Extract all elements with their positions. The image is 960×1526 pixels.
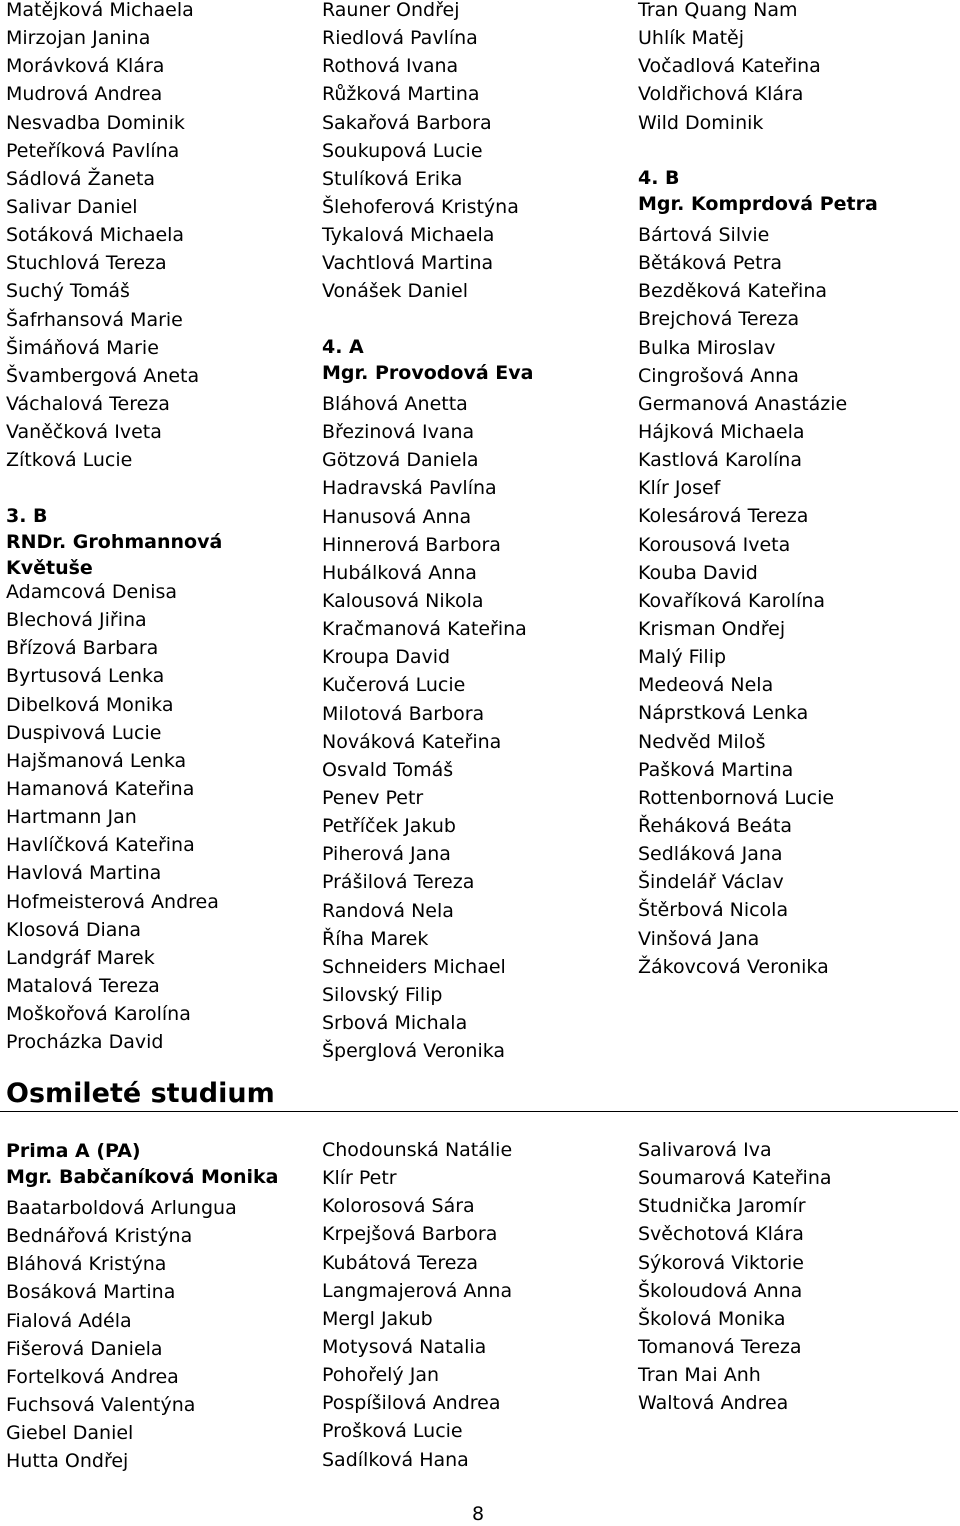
list-item: Cingrošová Anna	[638, 364, 799, 387]
list-item: Šimáňová Marie	[6, 336, 159, 359]
section-title: Osmileté studium	[6, 1078, 275, 1109]
list-item: Rauner Ondřej	[322, 0, 460, 21]
list-item: Švambergová Aneta	[6, 364, 200, 387]
list-item: Fišerová Daniela	[6, 1337, 163, 1360]
list-item: Milotová Barbora	[322, 702, 485, 725]
list-item: Sadílková Hana	[322, 1448, 469, 1471]
list-item: Rothová Ivana	[322, 55, 459, 78]
list-item: Sýkorová Viktorie	[638, 1251, 804, 1274]
list-item: Soumarová Kateřina	[638, 1167, 832, 1190]
section-col3-list	[638, 1136, 832, 1417]
list-item: Procházka David	[6, 1031, 164, 1054]
list-item: Zítková Lucie	[6, 449, 133, 472]
list-item: Schneiders Michael	[322, 955, 506, 978]
list-item: Pašková Martina	[638, 758, 794, 781]
list-item: Dibelková Monika	[6, 693, 174, 716]
list-item: Salivar Daniel	[6, 195, 138, 218]
class-teacher: Mgr. Provodová Eva	[322, 362, 534, 384]
list-item: Školová Monika	[638, 1307, 786, 1330]
list-item: Wild Dominik	[638, 111, 764, 134]
list-item: Váchalová Tereza	[6, 392, 170, 415]
list-item: Byrtusová Lenka	[6, 665, 165, 688]
list-item: Matějková Michaela	[6, 0, 194, 21]
list-item: Kolesárová Tereza	[638, 505, 809, 528]
list-item: Šlehoferová Kristýna	[322, 195, 519, 218]
class-teacher: RNDr. Grohmannová Květuše	[6, 531, 223, 579]
list-item: Hamanová Kateřina	[6, 777, 195, 800]
list-item: Náprstková Lenka	[638, 702, 809, 725]
list-item: Prošková Lucie	[322, 1420, 463, 1443]
list-item: Šperglová Veronika	[322, 1040, 506, 1063]
list-item: Klír Petr	[322, 1167, 397, 1190]
list-item: Tran Quang Nam	[638, 0, 798, 21]
list-item: Nedvěd Miloš	[638, 730, 766, 753]
list-item: Bednářová Kristýna	[6, 1225, 193, 1248]
list-item: Sakařová Barbora	[322, 111, 492, 134]
list-item: Baatarboldová Arlungua	[6, 1197, 237, 1219]
list-item: Salivarová Iva	[638, 1139, 772, 1161]
list-item: Suchý Tomáš	[6, 280, 130, 303]
list-item: Březinová Ivana	[322, 421, 475, 444]
list-item: Randová Nela	[322, 899, 454, 922]
list-item: Kastlová Karolína	[638, 449, 802, 472]
list-item: Klír Josef	[638, 477, 721, 500]
list-item: Voldřichová Klára	[638, 83, 804, 106]
list-item: Riedlová Pavlína	[322, 27, 478, 50]
list-item: Krisman Ondřej	[638, 617, 786, 640]
list-item: Langmajerová Anna	[322, 1279, 513, 1302]
list-item: Giebel Daniel	[6, 1422, 134, 1445]
list-item: Prášilová Tereza	[322, 871, 475, 894]
list-item: Petříček Jakub	[322, 815, 456, 838]
list-item: Waltová Andrea	[638, 1392, 789, 1415]
list-item: Kalousová Nikola	[322, 589, 484, 612]
list-item: Vinšová Jana	[638, 927, 760, 950]
list-item: Kroupa David	[322, 646, 451, 669]
list-item: Adamcová Denisa	[6, 581, 178, 603]
class-label: Prima A (PA)	[6, 1140, 141, 1162]
list-item: Žákovcová Veronika	[638, 955, 829, 978]
list-item: Svěchotová Klára	[638, 1223, 804, 1246]
list-item: Srbová Michala	[322, 1012, 468, 1035]
list-item: Štěrbová Nicola	[638, 899, 789, 922]
list-item: Chodounská Natálie	[322, 1139, 513, 1161]
list-item: Tomanová Tereza	[638, 1335, 802, 1358]
list-item: Sedláková Jana	[638, 843, 783, 866]
list-item: Hájková Michaela	[638, 420, 805, 443]
list-item: Havlová Martina	[6, 862, 162, 885]
list-item: Malý Filip	[638, 646, 727, 669]
list-item: Kouba David	[638, 561, 758, 584]
list-item: Krpejšová Barbora	[322, 1223, 498, 1246]
list-item: Růžková Martina	[322, 83, 480, 106]
list-item: Sotáková Michaela	[6, 224, 185, 247]
list-item: Matalová Tereza	[6, 974, 160, 997]
list-item: Bártová Silvie	[638, 224, 770, 246]
list-item: Bětáková Petra	[638, 252, 783, 275]
class-teacher: Mgr. Babčaníková Monika	[6, 1166, 279, 1188]
list-item: Hutta Ondřej	[6, 1450, 129, 1473]
list-item: Vonášek Daniel	[322, 280, 469, 303]
list-item: Pohořelý Jan	[322, 1364, 440, 1387]
list-item: Duspivová Lucie	[6, 721, 162, 744]
list-item: Vaněčková Iveta	[6, 421, 162, 444]
list-item: Götzová Daniela	[322, 449, 479, 472]
list-item: Šafrhansová Marie	[6, 308, 183, 331]
page-number: 8	[472, 1503, 485, 1525]
list-item: Bláhová Kristýna	[6, 1253, 167, 1276]
section-col1-list	[6, 1194, 237, 1475]
list-item: Hubálková Anna	[322, 561, 477, 584]
list-item: Mergl Jakub	[322, 1307, 433, 1330]
col3-student-list	[638, 221, 847, 981]
class-label: 4. B	[638, 167, 680, 189]
section-col2-list	[322, 1136, 512, 1474]
list-item: Tran Mai Anh	[638, 1364, 761, 1387]
list-item: Nesvadba Dominik	[6, 111, 185, 134]
list-item: Sádlová Žaneta	[6, 167, 156, 190]
list-item: Vočadlová Kateřina	[638, 55, 821, 78]
list-item: Mirzojan Janina	[6, 27, 151, 50]
list-item: Šindelář Václav	[638, 871, 784, 894]
list-item: Tykalová Michaela	[322, 224, 495, 247]
list-item: Stulíková Erika	[322, 167, 463, 190]
col3-continued-list	[638, 0, 821, 137]
list-item: Brejchová Tereza	[638, 308, 800, 331]
section-divider	[0, 1111, 958, 1112]
list-item: Landgráf Marek	[6, 946, 155, 969]
list-item: Klosová Diana	[6, 918, 142, 941]
list-item: Hadravská Pavlína	[322, 477, 497, 500]
list-item: Moškořová Karolína	[6, 1003, 191, 1026]
list-item: Bláhová Anetta	[322, 393, 468, 415]
list-item: Kučerová Lucie	[322, 674, 466, 697]
list-item: Peteříková Pavlína	[6, 139, 180, 162]
list-item: Fortelková Andrea	[6, 1365, 179, 1388]
list-item: Soukupová Lucie	[322, 139, 483, 162]
list-item: Piherová Jana	[322, 843, 451, 866]
list-item: Medeová Nela	[638, 674, 774, 697]
list-item: Školoudová Anna	[638, 1279, 803, 1302]
list-item: Hinnerová Barbora	[322, 533, 501, 556]
list-item: Kubátová Tereza	[322, 1251, 479, 1274]
list-item: Osvald Tomáš	[322, 758, 454, 781]
list-item: Morávková Klára	[6, 55, 165, 78]
list-item: Bulka Miroslav	[638, 336, 776, 359]
list-item: Stuchlová Tereza	[6, 252, 167, 275]
list-item: Hofmeisterová Andrea	[6, 890, 219, 913]
list-item: Hanusová Anna	[322, 505, 472, 528]
list-item: Vachtlová Martina	[322, 252, 494, 275]
col1-student-list	[6, 578, 219, 1056]
class-teacher: Mgr. Komprdová Petra	[638, 193, 878, 215]
list-item: Germanová Anastázie	[638, 392, 848, 415]
list-item: Uhlík Matěj	[638, 27, 745, 50]
list-item: Mudrová Andrea	[6, 83, 163, 106]
list-item: Fialová Adéla	[6, 1309, 132, 1332]
list-item: Rottenbornová Lucie	[638, 786, 835, 809]
list-item: Nováková Kateřina	[322, 730, 502, 753]
class-label: 4. A	[322, 336, 364, 358]
list-item: Havlíčková Kateřina	[6, 834, 195, 857]
list-item: Řeháková Beáta	[638, 814, 793, 837]
list-item: Penev Petr	[322, 786, 424, 809]
list-item: Říha Marek	[322, 927, 429, 950]
list-item: Kolorosová Sára	[322, 1195, 475, 1218]
list-item: Bezděková Kateřina	[638, 280, 828, 303]
col2-continued-list	[322, 0, 519, 306]
list-item: Silovský Filip	[322, 983, 443, 1006]
list-item: Studnička Jaromír	[638, 1195, 806, 1218]
list-item: Kovaříková Karolína	[638, 589, 826, 612]
list-item: Hartmann Jan	[6, 806, 137, 829]
list-item: Korousová Iveta	[638, 533, 791, 556]
list-item: Bosáková Martina	[6, 1281, 176, 1304]
list-item: Břízová Barbara	[6, 637, 159, 660]
col2-student-list	[322, 390, 527, 1065]
list-item: Motysová Natalia	[322, 1335, 487, 1358]
list-item: Kračmanová Kateřina	[322, 618, 527, 641]
list-item: Hajšmanová Lenka	[6, 749, 187, 772]
class-label: 3. B	[6, 505, 48, 527]
list-item: Blechová Jiřina	[6, 609, 147, 632]
list-item: Fuchsová Valentýna	[6, 1393, 196, 1416]
col1-continued-list	[6, 0, 199, 474]
list-item: Pospíšilová Andrea	[322, 1392, 501, 1415]
